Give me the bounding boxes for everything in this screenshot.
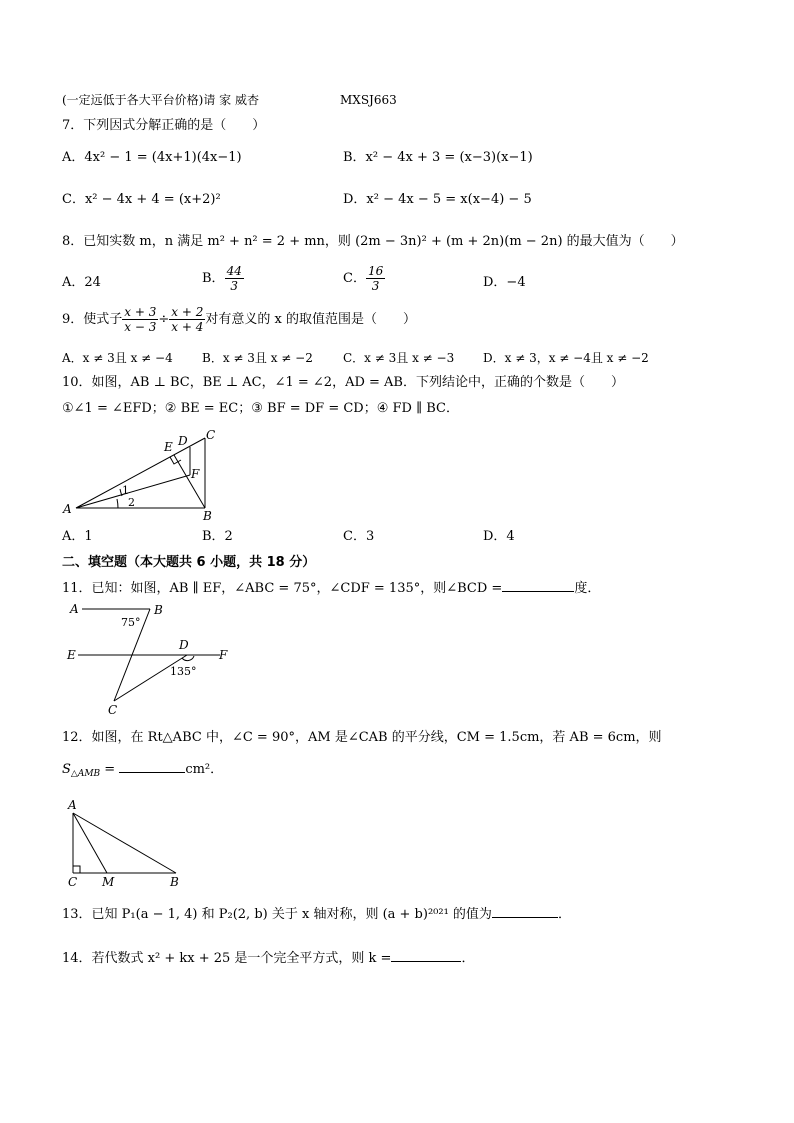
q9-f1-num: x + 3 [124, 305, 157, 319]
q12-label-c: C [68, 875, 78, 889]
q8-option-c-label: C． [343, 271, 366, 286]
q8-option-b-numerator: 44 [226, 264, 242, 278]
q12-stem: 12．如图，在 Rt△ABC 中，∠C = 90°，AM 是∠CAB 的平分线，CM = 1.5cm，若 AB = 6cm，则 [62, 730, 662, 745]
q10-conclusions: ①∠1 = ∠EFD；② BE = EC；③ BF = DF = CD；④ FD ∥ BC． [62, 401, 459, 416]
q11-stem-text: 11．已知：如图，AB ∥ EF，∠ABC = 75°，∠CDF = 135°，则∠BCD = [62, 581, 503, 596]
q8-option-c-denominator: 3 [366, 278, 385, 292]
q7-option-b: B．x² − 4x + 3 = (x−3)(x−1) [343, 150, 533, 165]
q9-f2-num: x + 2 [171, 305, 204, 319]
q12-label-a: A [68, 798, 77, 812]
q8-option-b-fraction [225, 265, 244, 292]
q8-option-b [202, 265, 244, 292]
q9-option-b: B．x ≠ 3且 x ≠ −2 [202, 351, 313, 365]
q7-option-a: A．4x² − 1 = (4x+1)(4x−1) [62, 150, 242, 165]
q12-right-angle-mark [73, 866, 80, 873]
q8-option-c-fraction [366, 265, 385, 292]
q10-option-d: D．4 [483, 529, 515, 544]
q12-unit: cm²． [185, 762, 224, 777]
q12-label-b: B [170, 875, 179, 889]
q7-option-d: D．x² − 4x − 5 = x(x−4) − 5 [343, 192, 532, 207]
q9-operator: ÷ [158, 312, 170, 327]
q11-label-135: 135° [170, 665, 197, 678]
header-note: (一定远低于各大平台价格)请 家 威杏 [62, 93, 259, 107]
q10-label-f: F [191, 467, 200, 481]
q10-label-a: A [63, 502, 72, 516]
q14-end: ． [461, 951, 475, 966]
q12-area-subscript: △AMB [70, 769, 101, 779]
q11-label-75: 75° [121, 616, 141, 629]
q8-option-c [343, 265, 385, 292]
q11-label-f: F [219, 648, 228, 662]
q11-figure [64, 600, 244, 720]
q12-figure [62, 795, 192, 890]
q11-label-e: E [67, 648, 76, 662]
q10-figure [60, 425, 230, 520]
q7-stem: 7．下列因式分解正确的是（ ） [62, 118, 266, 133]
q10-option-c: C．3 [343, 529, 375, 544]
q10-label-angle-1: 1 [122, 484, 129, 497]
q11-label-d: D [179, 638, 189, 652]
q9-post: 对有意义的 x 的取值范围是（ ） [205, 312, 416, 327]
q9-stem [62, 306, 416, 333]
q11-unit: 度． [574, 581, 601, 596]
q10-seg-ac [76, 438, 205, 508]
q10-option-a: A．1 [62, 529, 93, 544]
q14-stem-text: 14．若代数式 x² + kx + 25 是一个完全平方式，则 k = [62, 951, 392, 966]
header-code: MXSJ663 [340, 93, 397, 107]
q10-label-angle-2: 2 [128, 496, 135, 509]
q10-stem: 10．如图，AB ⊥ BC，BE ⊥ AC，∠1 = ∠2，AD = AB．下列结论中，正确的个数是（ ） [62, 375, 624, 390]
q9-option-c: C．x ≠ 3且 x ≠ −3 [343, 351, 455, 365]
q9-fraction-1 [122, 306, 158, 333]
q9-option-d: D．x ≠ 3，x ≠ −4且 x ≠ −2 [483, 351, 649, 365]
q9-f1-den: x − 3 [124, 320, 157, 334]
q8-option-d: D．−4 [483, 275, 526, 290]
q8-option-b-denominator: 3 [225, 278, 244, 292]
q11-answer-blank[interactable] [502, 590, 574, 592]
q11-label-c: C [108, 703, 118, 717]
q12-seg-ab [73, 813, 176, 873]
q10-label-e: E [164, 440, 173, 454]
q10-angle-2-arc [117, 499, 118, 508]
q10-label-c: C [206, 428, 216, 442]
q12-equals: = [100, 762, 120, 777]
q11-stem [62, 582, 600, 595]
q10-option-b: B．2 [202, 529, 233, 544]
q13-end: ． [557, 907, 571, 922]
q8-stem: 8．已知实数 m，n 满足 m² + n² = 2 + mn，则 (2m − 3n)² + (m + 2n)(m − 2n) 的最大值为（ ） [62, 234, 684, 249]
q14-answer-blank[interactable] [391, 960, 461, 962]
q9-option-a: A．x ≠ 3且 x ≠ −4 [62, 351, 173, 365]
q13-stem-text: 13．已知 P₁(a − 1, 4) 和 P₂(2, b) 关于 x 轴对称，则 (a + b)²⁰²¹ 的值为 [62, 907, 492, 922]
q8-option-b-label: B． [202, 271, 225, 286]
q13-answer-blank[interactable] [492, 916, 558, 918]
q10-label-b: B [203, 509, 212, 520]
q14-stem [62, 952, 474, 965]
q9-f2-den: x + 4 [171, 320, 204, 334]
q12-label-m: M [102, 875, 115, 889]
q7-option-c: C．x² − 4x + 4 = (x+2)² [62, 192, 221, 207]
q8-option-a: A．24 [62, 275, 101, 290]
q11-label-b: B [154, 603, 163, 617]
q12-answer-blank[interactable] [119, 771, 185, 773]
q11-seg-cd [114, 655, 187, 701]
q9-fraction-2 [169, 306, 205, 333]
q12-seg-am [73, 813, 107, 873]
q10-label-d: D [178, 434, 188, 448]
q8-option-c-numerator: 16 [367, 264, 384, 278]
q13-stem [62, 908, 571, 921]
q12-answer-line [62, 763, 223, 779]
q9-pre: 9．使式子 [62, 312, 123, 327]
q12-area-symbol: S [62, 762, 71, 777]
q11-label-a: A [70, 602, 79, 616]
section-2-title: 二、填空题（本大题共 6 小题，共 18 分） [62, 555, 316, 570]
